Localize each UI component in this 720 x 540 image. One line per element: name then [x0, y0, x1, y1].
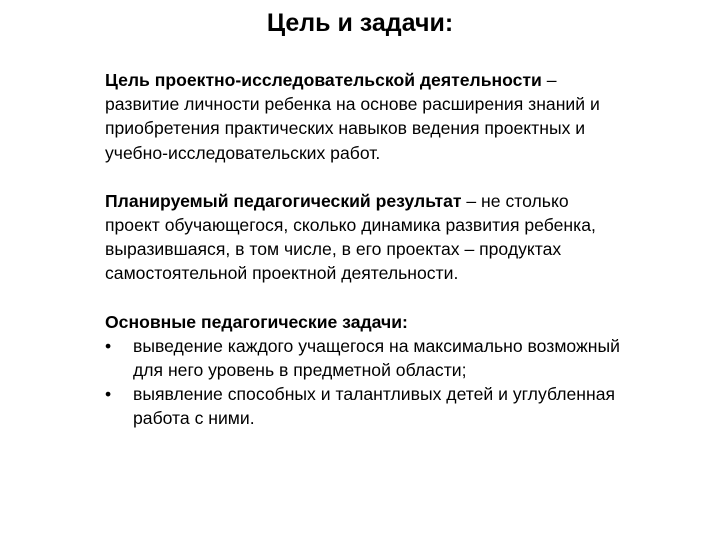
list-item — [105, 382, 625, 430]
bullet-icon: • — [105, 335, 112, 356]
list-item-text: выявление способных и талантливых детей и углубленная работа с ними. — [133, 384, 616, 429]
result-heading: Планируемый педагогический результат — [105, 190, 462, 211]
list-item — [105, 334, 625, 382]
result-text: – не столько проект обучающегося, сколько динамика развития ребенка, выразившаяся, в том числе, в его проектах – продуктах самостоятельной проектной деятельности. — [105, 190, 596, 284]
tasks-list — [105, 334, 625, 431]
list-item-text: выведение каждого учащегося на максимально возможный для него уровень в предметной области; — [133, 335, 620, 381]
tasks-heading: Основные педагогические задачи: — [105, 311, 408, 332]
bullet-icon: • — [105, 384, 112, 405]
slide-content — [105, 68, 625, 431]
goal-paragraph — [105, 68, 625, 165]
result-paragraph — [105, 189, 625, 286]
page-title: Цель и задачи: — [266, 9, 454, 37]
goal-text: – развитие личности ребенка на основе расширения знаний и приобретения практических навыков ведения проектных и учебно-исследовательских работ. — [105, 70, 600, 163]
goal-heading: Цель проектно-исследовательской деятельности — [105, 70, 542, 90]
